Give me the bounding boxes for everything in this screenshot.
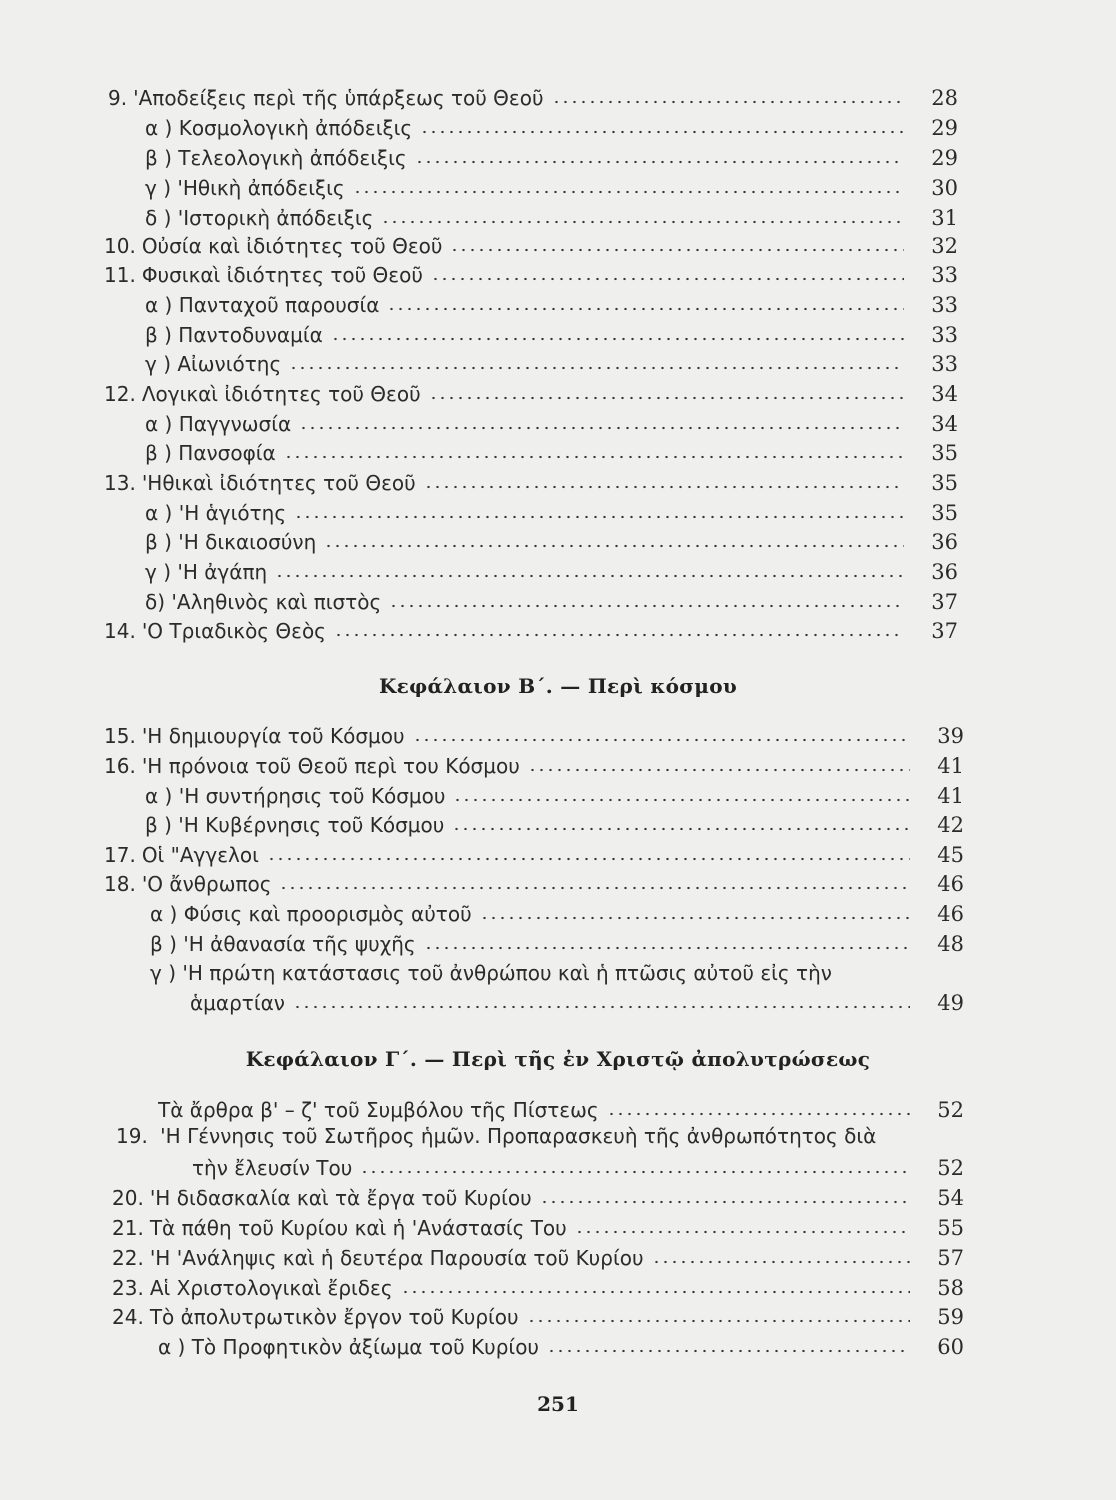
toc-subentry [145,140,958,170]
chapter-b-heading: Κεφάλαιον Β΄. — Περὶ κόσμου [378,674,738,698]
toc-subentry [150,896,964,926]
entry-title: α ) Τὸ Προφητικὸν ἀξίωμα τοῦ Κυρίου [158,1335,539,1359]
entry-number: 24. [112,1305,144,1329]
entry-title: α ) Φύσις καὶ προορισμὸς αὐτοῦ [150,902,472,926]
entry-page: 39 [937,724,964,748]
entry-title: α ) Κοσμολογικὴ ἀπόδειξις [145,116,413,140]
entry-page: 42 [937,813,964,837]
dot-leader [389,603,904,609]
entry-number: 23. [112,1276,144,1300]
toc-entry [104,228,958,258]
dot-leader [540,1199,910,1205]
toc-subentry [145,554,958,584]
entry-number: 18. [104,872,136,896]
entry-title: Φυσικαὶ ἰδιότητες τοῦ Θεοῦ [141,263,423,287]
entry-page: 35 [931,501,958,525]
entry-title: 'Η διδασκαλία καὶ τὰ ἔργα τοῦ Κυρίου [149,1186,532,1210]
dot-leader [381,219,904,225]
entry-number: 19. [116,1124,148,1148]
entry-title: γ ) 'Η ἀγάπη [145,560,268,584]
entry-title: Λογικαὶ ἰδιότητες τοῦ Θεοῦ [141,382,421,406]
entry-number: 11. [104,263,136,287]
dot-leader [275,573,904,579]
dot-leader [360,1169,910,1175]
entry-title: δ) 'Αληθινὸς καὶ πιστὸς [145,590,382,614]
entry-title: Τὸ ἀπολυτρωτικὸν ἔργον τοῦ Κυρίου [149,1305,519,1329]
entry-page: 57 [937,1246,964,1270]
toc-entry [104,376,958,406]
entry-page: 37 [931,590,958,614]
toc-entry [104,748,964,778]
toc-subentry [145,435,958,465]
toc-subentry [145,346,958,376]
entry-page: 36 [931,530,958,554]
entry-title: β ) 'Η Κυβέρνησις τοῦ Κόσμου [145,813,445,837]
dot-leader [324,543,904,549]
toc-subentry [145,778,964,808]
entry-title: 'Η πρόνοια τοῦ Θεοῦ περὶ του Κόσμου [141,754,520,778]
entry-page: 37 [931,619,958,643]
entry-title: β ) Τελεολογικὴ ἀπόδειξις [145,146,407,170]
entry-title: γ ) 'Ηθικὴ ἀπόδειξις [145,176,345,200]
entry-page: 54 [937,1186,964,1210]
dot-leader [452,826,910,832]
entry-page: 35 [931,471,958,495]
toc-subentry [145,584,958,614]
entry-title: α ) Πανταχοῦ παρουσία [145,293,380,317]
dot-leader [299,425,904,431]
entry-title: β ) Πανσοφία [145,441,276,465]
entry-title: 'Ο Τριαδικὸς Θεὸς [141,619,326,643]
entry-page: 46 [937,872,964,896]
entry-page: 33 [931,263,958,287]
entry-title: γ ) 'Η πρώτη κατάστασις τοῦ ἀνθρώπου καὶ ἡ πτῶσις αὐτοῦ εἰς τὴν [150,961,832,985]
toc-entry [108,80,958,110]
entry-page: 41 [937,754,964,778]
entry-title: β ) 'Η δικαιοσύνη [145,530,317,554]
entry-number: 9. [108,86,128,110]
toc-subentry [145,287,958,317]
dot-leader [331,336,904,342]
dot-leader [294,514,904,520]
dot-leader [267,856,910,862]
dot-leader [415,159,904,165]
chapter-c-heading: Κεφάλαιον Γ΄. — Περὶ τῆς ἐν Χριστῷ ἀπολυτρώσεως [245,1047,871,1071]
entry-title: 'Η δημιουργία τοῦ Κόσμου [141,724,405,748]
entry-title: 'Η Γέννησις τοῦ Σωτῆρος ἡμῶν. Προπαρασκευὴ τῆς ἀνθρωπότητος διὰ [160,1124,877,1148]
entry-page: 36 [931,560,958,584]
dot-leader [450,247,904,253]
toc-subentry [145,807,964,837]
toc-subentry [145,495,958,525]
dot-leader [420,129,904,135]
toc-subentry [145,406,958,436]
entry-title: 'Ο ἄνθρωπος [141,872,272,896]
entry-title: Τὰ πάθη τοῦ Κυρίου καὶ ἡ 'Ανάστασίς Του [149,1216,567,1240]
toc-entry [104,613,958,643]
entry-number: 16. [104,754,136,778]
dot-leader [453,797,910,803]
toc-entry [112,1240,964,1270]
entry-page: 58 [937,1276,964,1300]
entry-page: 60 [937,1335,964,1359]
entry-number: 14. [104,619,136,643]
entry-title: δ ) 'Ιστορικὴ ἀπόδειξις [145,206,374,230]
entry-number: 20. [112,1186,144,1210]
entry-number: 17. [104,843,136,867]
entry-number: 13. [104,471,136,495]
entry-page: 46 [937,902,964,926]
entry-page: 35 [931,441,958,465]
toc-entry [112,1210,964,1240]
entry-page: 33 [931,323,958,347]
dot-leader [480,915,910,921]
toc-entry [112,1299,964,1329]
dot-leader [607,1111,910,1117]
entry-page: 45 [937,843,964,867]
toc-subentry [145,110,958,140]
toc-entry [104,866,964,896]
entry-title: Τὰ ἄρθρα β' – ζ' τοῦ Συμβόλου τῆς Πίστεως [158,1098,599,1122]
toc-entry-continued [192,1150,964,1180]
dot-leader [293,1004,910,1010]
toc-entry [158,1092,964,1122]
dot-leader [387,306,904,312]
entry-page: 49 [937,991,964,1015]
toc-entry [104,718,964,748]
entry-page: 41 [937,784,964,808]
dot-leader [289,365,904,371]
dot-leader [527,1318,910,1324]
dot-leader [431,276,904,282]
toc-entry [104,257,958,287]
entry-title-continued: ἁμαρτίαν [190,991,285,1015]
entry-title: 'Η 'Ανάληψις καὶ ἡ δευτέρα Παρουσία τοῦ Κυρίου [149,1246,644,1270]
dot-leader [575,1229,910,1235]
dot-leader [413,737,910,743]
entry-title-continued: τὴν ἔλευσίν Του [192,1156,353,1180]
entry-title: β ) 'Η ἀθανασία τῆς ψυχῆς [150,932,416,956]
entry-page: 31 [931,206,958,230]
toc-entry [112,1180,964,1210]
toc-subentry [145,200,958,230]
dot-leader [353,189,904,195]
entry-page: 55 [937,1216,964,1240]
entry-page: 29 [931,116,958,140]
toc-entry [104,837,964,867]
entry-title: Οὐσία καὶ ἰδιότητες τοῦ Θεοῦ [141,234,443,258]
entry-title: α ) Παγγνωσία [145,412,292,436]
entry-page: 28 [931,86,958,110]
toc-subentry-continued [190,985,964,1015]
toc-subentry [150,926,964,956]
toc-subentry [145,170,958,200]
dot-leader [401,1289,910,1295]
entry-page: 33 [931,293,958,317]
entry-page: 52 [937,1156,964,1180]
entry-title: γ ) Αἰωνιότης [145,352,282,376]
entry-page: 33 [931,352,958,376]
dot-leader [424,484,904,490]
entry-number: 15. [104,724,136,748]
entry-page: 48 [937,932,964,956]
entry-title: α ) 'Η συντήρησις τοῦ Κόσμου [145,784,446,808]
entry-number: 21. [112,1216,144,1240]
dot-leader [429,395,904,401]
dot-leader [652,1259,910,1265]
entry-page: 30 [931,176,958,200]
dot-leader [547,1348,910,1354]
entry-title: β ) Παντοδυναμία [145,323,323,347]
entry-number: 10. [104,234,136,258]
entry-number: 22. [112,1246,144,1270]
toc-subentry [145,524,958,554]
entry-title: Οἱ "Αγγελοι [141,843,259,867]
toc-entry [104,465,958,495]
entry-number: 12. [104,382,136,406]
toc-subentry [145,317,958,347]
dot-leader [279,885,910,891]
entry-page: 34 [931,382,958,406]
entry-title: α ) 'Η ἁγιότης [145,501,287,525]
dot-leader [334,632,904,638]
entry-page: 29 [931,146,958,170]
entry-page: 32 [931,234,958,258]
toc-subentry [158,1329,964,1359]
entry-page: 59 [937,1305,964,1329]
entry-title: 'Αποδείξεις περὶ τῆς ὑπάρξεως τοῦ Θεοῦ [133,86,544,110]
page-number: 251 [537,1392,579,1416]
dot-leader [284,454,904,460]
dot-leader [528,767,910,773]
dot-leader [552,99,904,105]
entry-page: 34 [931,412,958,436]
toc-entry [112,1270,964,1300]
entry-title: Αἱ Χριστολογικαὶ ἔριδες [149,1276,393,1300]
entry-title: 'Ηθικαὶ ἰδιότητες τοῦ Θεοῦ [141,471,416,495]
entry-page: 52 [937,1098,964,1122]
entry-line [116,1124,876,1148]
dot-leader [424,945,910,951]
